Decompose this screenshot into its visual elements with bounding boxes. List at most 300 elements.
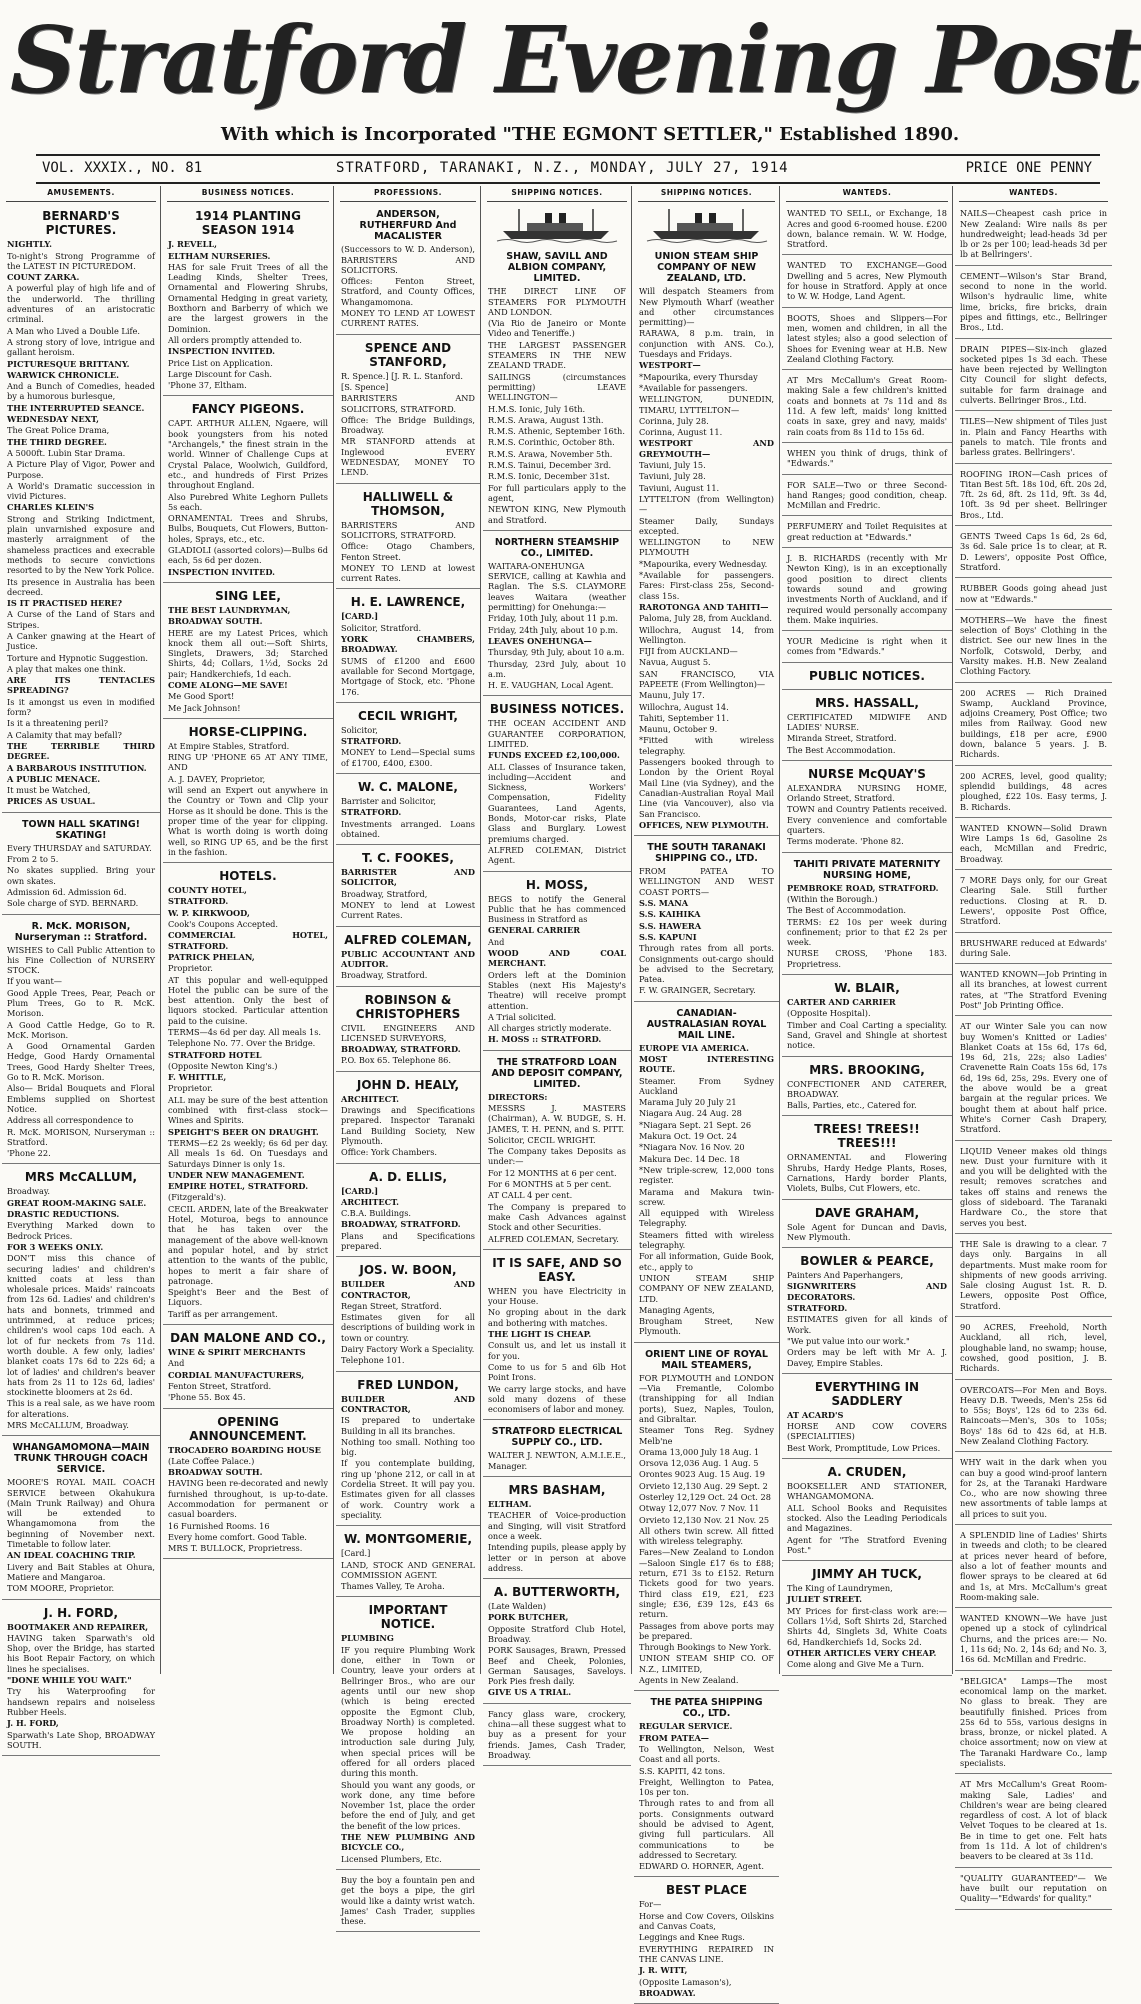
advertisement-line: Torture and Hypnotic Suggestion. — [7, 652, 149, 663]
advertisement-line: THE THIRD DEGREE. — [7, 436, 107, 447]
advertisement-line: ALFRED COLEMAN, District Agent. — [488, 844, 626, 866]
advertisement-line: Sparwath's Late Shop, BROADWAY SOUTH. — [7, 1729, 155, 1750]
advertisement — [336, 705, 480, 774]
advertisement-line: Navua, August 5. — [639, 657, 711, 668]
column-heading: WANTEDS. — [959, 186, 1108, 202]
advertisement-line: (Fitzgerald's). — [168, 1192, 227, 1203]
advertisement-line: MY Prices for first-class work are:— Collars 1½d, Soft Shirts 2d, Starched Shirts 4d, Singlets 3d, White Coats 6d, Handkerchiefs 1d, Socks 2d. — [787, 1605, 947, 1647]
advertisement-line: (Late Walden) — [488, 1601, 547, 1612]
advertisement-line: Also— Bridal Bouquets and Floral Emblems supplied on Shortest Notice. — [7, 1083, 155, 1114]
column-heading: AMUSEMENTS. — [6, 186, 156, 202]
advertisement-line: MESSRS J. MASTERS (Chairman), A. W. BUDGE, S. H. JAMES, T. H. PENN, and S. PITT. — [488, 1103, 626, 1134]
advertisement-line: FROM PATEA TO WELLINGTON AND WEST COAST PORTS— — [639, 866, 774, 897]
advertisement-title: PUBLIC NOTICES. — [809, 668, 925, 683]
advertisement-line: FUNDS EXCEED £2,100,000. — [488, 750, 620, 761]
advertisement-line: BARRISTERS AND SOLICITORS, STRATFORD. — [341, 519, 475, 540]
advertisement-line: Passages from above ports may be prepared. — [639, 1620, 774, 1641]
advertisement — [483, 247, 631, 531]
advertisement-line: CHARLES KLEIN'S — [7, 502, 95, 513]
advertisement — [955, 1776, 1112, 1867]
advertisement-line: For— — [639, 1899, 662, 1910]
advertisement — [634, 247, 779, 836]
advertisement-title: NORTHERN STEAMSHIP CO., LIMITED. — [494, 536, 620, 559]
advertisement-line: A Good Ornamental Garden Hedge, Good Hardy Ornamental Trees, Good Hardy Shelter Trees, Go to R. McK. Morison. — [7, 1041, 155, 1083]
advertisement-line: A 5000ft. Lubin Star Drama. — [7, 447, 126, 458]
advertisement-line: ROOFING IRON—Cash prices of Titan Best 5ft. 18s 10d, 6ft. 20s 2d, 7ft. 2s 6d, 8ft. 2s 11d, 9ft. 3s 4d, 10ft. 3s 9d per sheet. Bellringer Bros., Ltd. — [960, 468, 1107, 520]
advertisement-line: *Mapourika, every Thursday — [639, 371, 758, 382]
advertisement-line: CARTER AND CARRIER — [787, 997, 896, 1008]
advertisement-title: SING LEE, — [215, 588, 281, 603]
advertisement-line: R.M.S. Arawa, August 13th. — [488, 414, 604, 425]
advertisement — [483, 1479, 631, 1579]
advertisement-line: THE TERRIBLE THIRD DEGREE. — [7, 740, 155, 762]
advertisement-line: THE OCEAN ACCIDENT AND GUARANTEE CORPORATION, LIMITED. — [488, 718, 626, 749]
advertisement-line: WANTED TO EXCHANGE—Good Dwelling and 5 acres, New Plymouth for house in Stratford. Apply at once to W. W. Hodge, Land Agent. — [787, 260, 947, 302]
advertisement-line: HORSE AND COW COVERS (SPECIALITIES) — [787, 1421, 947, 1442]
advertisement-line: EUROPE VIA AMERICA. — [639, 1042, 749, 1053]
advertisement-line: BEGS to notify the General Public that he has commenced Business in Stratford as — [488, 893, 626, 925]
advertisement-line: THE LARGEST PASSENGER STEAMERS IN THE NEW ZEALAND TRADE. — [488, 339, 626, 371]
advertisement-line: It must be Watched, — [7, 785, 91, 796]
advertisement-line: Sole charge of SYD. BERNARD. — [7, 898, 139, 909]
advertisement-line: Agents in New Zealand. — [639, 1675, 739, 1686]
advertisement-line: Strong and Striking Indictment, plain unvarnished exposure and masterly arraignment of the shameless practices and execrable methods to secure convictions resorted to by the New York Police. — [7, 513, 155, 576]
advertisement-line: A powerful play of high life and of the underworld. The thrilling adventures of an aristocratic criminal. — [7, 283, 155, 325]
advertisement-line: Proprietor. — [168, 1083, 213, 1094]
advertisement-line: R.M.S. Ionic, December 31st. — [488, 471, 610, 482]
advertisement-line: PEMBROKE ROAD, STRATFORD. — [787, 882, 939, 893]
advertisement-line: Address all correspondence to — [7, 1115, 134, 1126]
newspaper-subtitle: With which is Incorporated "THE EGMONT SETTLER," Established 1890. — [220, 124, 960, 145]
advertisement-line: A BARBAROUS INSTITUTION. — [7, 762, 147, 773]
advertisement-title: H. MOSS, — [525, 877, 589, 892]
advertisement-line: HERE are my Latest Prices, which knock them all out:—Soft Shirts, Singlets, Drawers, 3d; Starched Shirts, 4d; Collars, 1½d, Socks 2d pair; Handkerchiefs, 1d each. — [168, 627, 328, 679]
advertisement-line: YOUR Medicine is right when it comes from "Edwards." — [787, 636, 947, 657]
advertisement-line: BARRISTERS AND SOLICITORS, STRATFORD. — [341, 393, 475, 414]
advertisement-line: R. Spence.] [J. R. L. Stanford. — [341, 370, 463, 381]
advertisement-title: TREES! TREES!! TREES!!! — [814, 1122, 920, 1151]
advertisement-line: This is a real sale, as we have room for alterations. — [7, 1398, 155, 1419]
advertisement — [2, 1166, 160, 1436]
column-heading: BUSINESS NOTICES. — [167, 186, 329, 202]
advertisement-line: BOOTS, Shoes and Slippers—For men, women and children, in all the latest styles; also a good selection of Shoes for Evening wear at H.B. New Zealand Clothing Factory. — [787, 312, 947, 364]
advertisement-line: Consult us, and let us install it for you. — [488, 1340, 626, 1361]
advertisement-line: All orders promptly attended to. — [168, 334, 302, 345]
advertisement-line: P.O. Box 65. Telephone 86. — [341, 1055, 451, 1066]
advertisement — [955, 1527, 1112, 1608]
advertisement-line: ORNAMENTAL and Flowering Shrubs, Hardy Hedge Plants, Roses, Carnations, Hardy border Plants, Violets, Bulbs, Cut Flowers, etc. — [787, 1152, 947, 1194]
advertisement-line: COUNT ZARKA. — [7, 272, 80, 283]
advertisement-title: TOWN HALL SKATING! SKATING! — [22, 818, 140, 841]
advertisement — [336, 1074, 480, 1164]
advertisement-line: BROADWAY, STRATFORD. — [341, 1219, 461, 1230]
advertisement — [955, 1018, 1112, 1140]
advertisement — [336, 1599, 480, 1870]
dateline-bar — [36, 154, 1100, 184]
advertisement-line: Taviuni, August 11. — [639, 482, 720, 493]
advertisement — [955, 1610, 1112, 1670]
advertisement-line: CEMENT—Wilson's Star Brand, second to none in the world. Wilson's hydraulic lime, white lime, bricks, fire bricks, drain pipes and fittings, etc., Bellringer Bros., Ltd. — [960, 270, 1107, 333]
advertisement-line: NEWTON KING, New Plymouth and Stratford. — [488, 504, 626, 525]
advertisement — [336, 847, 480, 926]
advertisement-title: W. MONTGOMERIE, — [343, 1532, 472, 1547]
advertisement-line: WOOD AND COAL MERCHANT. — [488, 948, 626, 969]
advertisement — [163, 721, 333, 863]
advertisement-line: Also Purebred White Leghorn Pullets 5s each. — [168, 491, 328, 512]
advertisement-line: The Best Accommodation. — [787, 744, 896, 755]
advertisement-line: MONEY to lend at Lowest Current Rates. — [341, 900, 475, 921]
advertisement — [782, 855, 952, 975]
advertisement-line: IF you require Plumbing Work done, either in Town or Country, leave your orders at Bellringer Bros., who are our agents until our new shop (which is being erected opposite the Egmont Club, Broadway North) is completed. We propose holding an introduction sale during July, when special prices will be offered for all orders placed during this month. — [341, 1644, 475, 1779]
advertisement — [336, 929, 480, 987]
advertisement-line: DIRECTORS: — [488, 1091, 548, 1102]
advertisement-line: Me Good Sport! — [168, 691, 235, 702]
advertisement — [955, 1454, 1112, 1525]
advertisement-line: Makura Oct. 19 Oct. 24 — [639, 1131, 737, 1142]
advertisement-line: BUILDER AND CONTRACTOR, — [341, 1393, 475, 1414]
advertisement-line: BRUSHWARE reduced at Edwards' during Sale. — [960, 937, 1107, 958]
advertisement-title: UNION STEAM SHIP COMPANY OF NEW ZEALAND, LTD. — [654, 251, 759, 285]
column-heading: PROFESSIONS. — [340, 186, 476, 202]
advertisement-line: YORK CHAMBERS, BROADWAY. — [341, 634, 475, 655]
advertisement-line: A Calamity that may befall? — [7, 729, 122, 740]
advertisement-line: Broadway, Stratford, — [341, 888, 428, 899]
advertisement-line: If you want— — [7, 976, 62, 987]
advertisement-line: [Card.] — [341, 1548, 371, 1559]
advertisement-line: Balls, Parties, etc., Catered for. — [787, 1100, 917, 1111]
advertisement — [782, 477, 952, 517]
column-1 — [2, 186, 161, 1750]
advertisement-line: H.M.S. Ionic, July 16th. — [488, 403, 586, 414]
advertisement-line: WELLINGTON to NEW PLYMOUTH — [639, 537, 774, 558]
advertisement-line: MRS McCALLUM, Broadway. — [7, 1419, 129, 1430]
advertisement-line: Leggings and Knee Rugs. — [639, 1932, 745, 1943]
advertisement-line: WINE & SPIRIT MERCHANTS — [168, 1347, 306, 1358]
advertisement-title: ALFRED COLEMAN, — [344, 932, 472, 947]
place-date: STRATFORD, TARANAKI, N.Z., MONDAY, JULY 27, 1914 — [336, 160, 789, 176]
advertisement-line: 'Phone 55. Box 45. — [168, 1392, 246, 1403]
advertisement-line: CAPT. ARTHUR ALLEN, Ngaere, will book youngsters from his noted "Archangels," the finest strain in the world. Winner of Challenge Cups at Crystal Palace, Woolwich, Guildford, etc., and hundreds of First Prizes throughout England. — [168, 418, 328, 491]
advertisement-line: GREAT ROOM-MAKING SALE. — [7, 1197, 147, 1208]
advertisement-line: Offices: Fenton Street, Stratford, and County Offices, Whangamomona. — [341, 276, 475, 307]
advertisement — [782, 1118, 952, 1199]
advertisement-line: Steamer Tons Reg. Sydney Melb'ne — [639, 1425, 774, 1446]
advertisement-line: THE BEST LAUNDRYMAN, — [168, 604, 291, 615]
advertisement-line: Friday, 24th July, about 10 p.m. — [488, 624, 619, 635]
advertisement-title: JOS. W. BOON, — [359, 1263, 457, 1278]
advertisement-line: WEDNESDAY NEXT, — [7, 414, 100, 425]
advertisement — [782, 692, 952, 761]
advertisement-line: F. W. GRAINGER, Secretary. — [639, 985, 756, 996]
advertisement-line: Taviuni, July 15. — [639, 460, 706, 471]
advertisement-line: Thames Valley, Te Aroha. — [341, 1581, 445, 1592]
advertisement-line: STRATFORD. — [341, 807, 402, 818]
advertisement-line: Try his Waterproofing for handsewn repairs and noiseless Rubber Heels. — [7, 1686, 155, 1717]
advertisement-line: S.S. KAPITI, 42 tons. — [639, 1765, 726, 1776]
advertisement-title: 1914 PLANTING SEASON 1914 — [195, 209, 301, 238]
advertisement — [483, 1581, 631, 1704]
advertisement-line: The Company takes Deposits as under:— — [488, 1146, 626, 1167]
advertisement-line: Freight, Wellington to Patea, 10s per ton. — [639, 1776, 774, 1798]
advertisement-line: Buy the boy a fountain pen and get the boys a pipe, the girl would like a dainty wrist watch. James' Cash Trader, supplies these. — [341, 1874, 475, 1927]
advertisement-line: Through Bookings to New York. — [639, 1642, 772, 1653]
advertisement-line: Regan Street, Stratford. — [341, 1300, 442, 1311]
advertisement-line: FIJI from AUCKLAND— — [639, 646, 738, 657]
advertisement-line: Sole Agent for Duncan and Davis, New Plymouth. — [787, 1221, 947, 1242]
advertisement-line: 16 Furnished Rooms. 16 — [168, 1520, 270, 1531]
advertisement — [163, 398, 333, 582]
advertisement — [163, 205, 333, 396]
advertisement-line: The Company is prepared to make Cash Advances against Stock and other Securities. — [488, 1201, 626, 1233]
advertisement-line: IS IT PRACTISED HERE? — [7, 598, 123, 609]
advertisement — [782, 977, 952, 1056]
advertisement-line: TEACHER of Voice-production and Singing, will visit Stratford once a week. — [488, 1510, 626, 1541]
advertisement-line: 200 ACRES, level, good quality; splendid buildings, 48 acres ploughed, £22 10s. Easy terms, J. B. Richards. — [960, 770, 1107, 812]
advertisement-line: BROADWAY. — [639, 1987, 696, 1998]
advertisement-line: All charges strictly moderate. — [488, 1023, 612, 1034]
advertisement — [955, 872, 1112, 932]
advertisement-line: Maunu, July 17. — [639, 690, 705, 701]
advertisement-line: CORDIAL MANUFACTURERS, — [168, 1369, 305, 1380]
advertisement-line: OFFICES, NEW PLYMOUTH. — [639, 819, 769, 830]
advertisement-line: Proprietor. — [168, 963, 213, 974]
advertisement — [483, 874, 631, 1051]
advertisement — [163, 1411, 333, 1560]
advertisement-line: SPEIGHT'S BEER ON DRAUGHT. — [168, 1126, 319, 1137]
advertisement — [336, 1374, 480, 1527]
advertisement-line: Nothing too small. Nothing too big. — [341, 1436, 475, 1458]
advertisement-line: R.M.S. Corinthic, October 8th. — [488, 437, 615, 448]
advertisement — [955, 1870, 1112, 1910]
advertisement-line: Good Apple Trees, Pear, Peach or Plum Trees, Go to R. McK. Morison. — [7, 987, 155, 1019]
advertisement-line: A PUBLIC MENACE. — [7, 773, 101, 784]
advertisement-line: J. B. RICHARDS (recently with Mr Newton King), is in an exceptionally good position to direct clients towards sound and growing investments North of Auckland, and if required would personally accompany them. Make inquiries. — [787, 553, 947, 625]
advertisement-title: DAVE GRAHAM, — [814, 1205, 920, 1220]
column-3 — [336, 186, 481, 1927]
advertisement-line: MONEY to Lend—Special sums of £1700, £400, £300. — [341, 747, 475, 768]
advertisement-line: For all information, Guide Book, etc., apply to — [639, 1251, 774, 1272]
advertisement-line: *Mapourika, every Wednesday. — [639, 558, 768, 569]
advertisement-line: Office: Otago Chambers, Fenton Street. — [341, 541, 475, 562]
advertisement-line: R. McK. MORISON, Nurseryman :: Stratford. — [7, 1126, 155, 1147]
advertisement-line: A Curse of the Land of Stars and Stripes. — [7, 609, 155, 630]
advertisement-line: SAILINGS (circumstances permitting) LEAVE WELLINGTON— — [488, 371, 626, 403]
advertisement-title: ANDERSON, RUTHERFURD And MACALISTER — [359, 209, 457, 243]
advertisement-line: Paloma, July 28, from Auckland. — [639, 613, 773, 624]
column-heading: WANTEDS. — [786, 186, 948, 202]
advertisement-line: Every THURSDAY and SATURDAY. — [7, 842, 152, 853]
advertisement — [782, 372, 952, 443]
advertisement-line: RAROTONGA AND TAHITI— — [639, 601, 769, 612]
advertisement-line: Thursday, 23rd July, about 10 a.m. — [488, 658, 626, 679]
advertisement-title: IMPORTANT NOTICE. — [368, 1603, 448, 1632]
advertisement-line: (Opposite Lamason's), — [639, 1976, 732, 1987]
advertisement-line: A Good Cattle Hedge, Go to R. McK. Morison. — [7, 1019, 155, 1040]
advertisement-line: Best Work, Promptitude, Low Prices. — [787, 1442, 941, 1453]
advertisement-title: FRED LUNDON, — [357, 1377, 459, 1392]
advertisement-title: EVERYTHING IN SADDLERY — [814, 1379, 920, 1408]
advertisement-line: Cook's Coupons Accepted. — [168, 919, 279, 930]
column-heading: SHIPPING NOTICES. — [638, 186, 775, 202]
advertisement — [955, 580, 1112, 610]
advertisement-title: JIMMY AH TUCK, — [812, 1567, 922, 1582]
advertisement-line: ESTIMATES given for all kinds of Work. — [787, 1314, 947, 1335]
advertisement-line: 'Phone 37, Eltham. — [168, 380, 247, 391]
advertisement-line: HAVING taken Sparwath's old Shop, over the Bridge, has started his Boot Repair Factory, on which lines he specialises. — [7, 1632, 155, 1674]
advertisement — [2, 917, 160, 1165]
advertisement-line: COMMERCIAL HOTEL, STRATFORD. — [168, 930, 328, 951]
advertisement-line: All others twin screw. All fitted with wireless telegraphy. — [639, 1525, 774, 1547]
advertisement-line: H. E. VAUGHAN, Local Agent. — [488, 680, 614, 691]
advertisement-title: TAHITI PRIVATE MATERNITY NURSING HOME, — [793, 858, 941, 881]
advertisement — [336, 989, 480, 1072]
advertisement-line: MR STANFORD attends at Inglewood EVERY WEDNESDAY, MONEY TO LEND. — [341, 436, 475, 478]
advertisement-line: CIVIL ENGINEERS AND LICENSED SURVEYORS, — [341, 1022, 475, 1043]
advertisement-line: R.M.S. Athenic, September 16th. — [488, 426, 625, 437]
advertisement-line: THE DIRECT LINE OF STEAMERS FOR PLYMOUTH AND LONDON. — [488, 286, 626, 317]
advertisement-line: GENERAL CARRIER — [488, 925, 581, 936]
advertisement-line: DRAIN PIPES—Six-inch glazed socketed pipes 1s 3d each. These have been rejected by Wellington City Council for slight defects, suitable for farm drainage and culverts. Bellringer Bros., Ltd. — [960, 343, 1107, 406]
advertisement-line: To Wellington, Nelson, West Coast and all ports. — [639, 1743, 774, 1765]
advertisement-line: Livery and Bait Stables at Ohura, Matiere and Mangaroa. — [7, 1561, 155, 1582]
advertisement-line: OVERCOATS—For Men and Boys. Heavy D.B. Tweeds, Men's 25s 6d to 55s; Boys', 12s 6d to 23s 6d. Raincoats—Men's, 30s to 105s; Boys' 18s 6d to 42s 6d, at H.B. New Zealand Clothing Factory. — [960, 1384, 1107, 1446]
advertisement-line: TOWN and Country Patients received. Every convenience and comfortable quarters. — [787, 804, 947, 836]
advertisement-line: Plans and Specifications prepared. — [341, 1230, 475, 1251]
advertisement-title: JOHN D. HEALY, — [356, 1077, 460, 1092]
advertisement — [483, 1252, 631, 1421]
advertisement-title: BOWLER & PEARCE, — [800, 1254, 934, 1269]
advertisement-line: TILES—New shipment of Tiles just in. Plain and Fancy Hearths with panels to match. Tile fronts and barless grates. Bellringers'. — [960, 416, 1107, 458]
advertisement-line: ARCHITECT. — [341, 1093, 399, 1104]
advertisement-line: Telephone No. 77. Over the Bridge. — [168, 1038, 316, 1049]
column-4 — [483, 186, 632, 1760]
advertisement-line: AN IDEAL COACHING TRIP. — [7, 1550, 136, 1561]
advertisement-line: And — [488, 936, 505, 947]
advertisement-line: Investments arranged. Loans obtained. — [341, 818, 475, 839]
advertisement — [336, 1872, 480, 1932]
advertisement-title: OPENING ANNOUNCEMENT. — [189, 1414, 307, 1443]
advertisement — [483, 698, 631, 871]
advertisement-line: Orontes 9023 Aug. 15 Aug. 19 — [639, 1469, 765, 1480]
advertisement-line: Marama July 20 July 21 — [639, 1097, 737, 1108]
advertisement — [336, 776, 480, 845]
advertisement-line: TROCADERO BOARDING HOUSE — [168, 1444, 321, 1455]
advertisement-line: GIVE US A TRIAL. — [488, 1687, 572, 1698]
advertisement-line: Brougham Street, New Plymouth. — [639, 1316, 774, 1337]
advertisement-line: If you contemplate building, ring up 'phone 212, or call in at Cordelia Street. It will pay you. Estimates given for all classes of work. Country work a speciality. — [341, 1458, 475, 1520]
advertisement-title: W. C. MALONE, — [358, 779, 458, 794]
advertisement-line: For 6 MONTHS at 5 per cent. — [488, 1179, 612, 1190]
advertisement-line: PORK Sausages, Brawn, Pressed Beef and Cheek, Polonies, German Sausages, Saveloys. Pork Pies fresh daily. — [488, 1645, 626, 1687]
advertisement-line: BROADWAY, STRATFORD. — [341, 1044, 461, 1055]
advertisement-line: AT Mrs McCallum's Great Room-making Sale, Ladies' and Children's wear are being cleared regardless of cost. A lot of black Velvet Toques to be cleared at 1s. Be in time to get one. Felt hats from 1s 11d. A lot of children's beavers to be cleared at 3s 11d. — [960, 1779, 1107, 1862]
advertisement-line: Is it amongst us even in modified form? — [7, 696, 155, 718]
advertisement — [163, 1327, 333, 1408]
advertisement-line: Corinna, August 11. — [639, 427, 723, 438]
advertisement-line: The Best of Accommodation. — [787, 905, 907, 916]
advertisement-line: DON'T miss this chance of securing ladies' and children's knitted coats at less than wholesale prices. Maids' raincoats from 12s 6d. Ladies' and children's hats and bonnets, trimmed and untrimmed, at reduce prices; children's wool caps 10d each. A lot of fur neckets from 7s 11d. worth double. A few only, ladies' blanket coats 17s 6d to 22s 6d; a lot of ladies' and children's beaver hats from 2s 11 to 12s 6d, ladies' stockinette bloomers at 2s 6d. — [7, 1253, 155, 1398]
advertisement-line: WAITARA-ONEHUNGA SERVICE, calling at Kawhia and Raglan. The S.S. CLAYMORE leaves Waitara (weather permitting) for Onehunga:— — [488, 560, 626, 613]
advertisement — [634, 1879, 779, 2004]
advertisement-line: WHY wait in the dark when you can buy a good wind-proof lantern for 2s, at the Taranaki Hardware Co., who are now showing three new assortments of table lamps at all prices to suit you. — [960, 1457, 1107, 1519]
advertisement-line: HAVING been re-decorated and newly furnished throughout, is up-to-date. Accommodation for permanent or casual boarders. — [168, 1478, 328, 1520]
advertisement-line: WESTPORT AND GREYMOUTH— — [639, 438, 774, 459]
advertisement-line: A play that makes one think. — [7, 663, 126, 674]
advertisement-line: IS prepared to undertake Building in all its branches. — [341, 1415, 475, 1436]
advertisement-line: A strong story of love, intrigue and gallant heroism. — [7, 336, 155, 358]
advertisement-line: CECIL ARDEN, late of the Breakwater Hotel, Moturoa, begs to announce that he has taken over the management of the above well-known and popular hotel, and by strict attention to the wants of the public, hopes to merit a fair share of patronage. — [168, 1203, 328, 1286]
advertisement-line: THE LIGHT IS CHEAP. — [488, 1329, 592, 1340]
advertisement-line: Come along and Give Me a Turn. — [787, 1659, 925, 1670]
advertisement-line: Large Discount for Cash. — [168, 368, 272, 379]
advertisement-line: To-night's Strong Programme of the LATEST IN PICTUREDOM. — [7, 250, 155, 271]
advertisement-line: will send an Expert out anywhere in the Country or Town and Clip your Horse as it should be done. This is the proper time of the year for clipping. What is worth doing is worth doing well, so RING UP 65, and be the first in the fashion. — [168, 785, 328, 857]
advertisement-line: Dairy Factory Work a Speciality. — [341, 1344, 475, 1355]
advertisement-line: UNDER NEW MANAGEMENT. — [168, 1169, 305, 1180]
advertisement-line: UNION STEAM SHIP COMPANY OF NEW ZEALAND, LTD. — [639, 1272, 774, 1304]
advertisement-line: FOR 3 WEEKS ONLY. — [7, 1241, 104, 1252]
advertisement-line: S.S. KAIHIKA — [639, 909, 701, 920]
advertisement-line: EMPIRE HOTEL, STRATFORD. — [168, 1181, 309, 1192]
column-5 — [634, 186, 780, 1998]
advertisement-line: S.S. HAWERA — [639, 920, 702, 931]
advertisement-line: The Great Police Drama, — [7, 425, 110, 436]
advertisement — [782, 1461, 952, 1561]
advertisement-line: Orvieto 12,130 Nov. 21 Nov. 25 — [639, 1514, 770, 1525]
advertisement-line: TERMS: £2 10s per week during confinement; prior to that £2 2s per week. — [787, 916, 947, 948]
advertisement-line: Through rates to and from all ports. Consignments outward should be advised to Agent, giving full particulars. All communications to be addressed to Secretary. — [639, 1798, 774, 1860]
advertisement — [782, 1250, 952, 1374]
advertisement-line: Estimates given for all descriptions of building work in town or country. — [341, 1312, 475, 1343]
advertisement-line: BOOKSELLER AND STATIONER, WHANGAMOMONA. — [787, 1481, 947, 1502]
advertisement — [782, 310, 952, 370]
advertisement-line: And — [168, 1358, 185, 1369]
column-heading: SHIPPING NOTICES. — [487, 186, 627, 202]
advertisement-line: BOOTMAKER AND REPAIRER, — [7, 1621, 149, 1632]
advertisement-line: Makura Dec. 14 Dec. 18 — [639, 1153, 740, 1164]
advertisement-line: No skates supplied. Bring your own skates. — [7, 865, 155, 886]
advertisement-line: BARRISTER AND SOLICITOR, — [341, 867, 475, 888]
advertisement — [955, 1319, 1112, 1379]
advertisement-line: WALTER J. NEWTON, A.M.I.E.E., Manager. — [488, 1450, 626, 1471]
advertisement — [782, 763, 952, 853]
advertisement — [955, 768, 1112, 818]
advertisement-line: LYTTELTON (from Wellington)— — [639, 493, 774, 515]
advertisement-title: J. H. FORD, — [43, 1605, 119, 1620]
advertisement-line: Steamers fitted with wireless telegraphy. — [639, 1229, 774, 1251]
advertisement — [782, 550, 952, 631]
advertisement-title: MRS BASHAM, — [508, 1483, 606, 1498]
advertisement-line: No groping about in the dark and bothering with matches. — [488, 1307, 626, 1328]
advertisement-line: PICTURESQUE BRITTANY. — [7, 358, 130, 369]
advertisement — [483, 533, 631, 697]
advertisement-line: From 2 to 5. — [7, 854, 59, 865]
advertisement-line: R.M.S. Tainui, December 3rd. — [488, 460, 612, 471]
advertisement-line: 'Phone 22. — [7, 1148, 51, 1159]
price-label: PRICE ONE PENNY — [965, 160, 1092, 176]
advertisement-line: And a Bunch of Comedies, headed by a humorous burlesque, — [7, 381, 155, 402]
advertisement-title: CANADIAN-AUSTRALASIAN ROYAL MAIL LINE. — [646, 1007, 767, 1041]
advertisement-line: *Available for passengers. Fares: First-class 25s, Second-class 15s. — [639, 570, 774, 601]
advertisement-line: Terms moderate. 'Phone 82. — [787, 836, 904, 847]
advertisement-line: (Within the Borough.) — [787, 893, 878, 904]
advertisement-line: Through rates from all ports. Consignments out-cargo should be advised to the Secretary, Patea. — [639, 943, 774, 985]
advertisement-title: T. C. FOOKES, — [362, 851, 454, 866]
advertisement-line: ORNAMENTAL Trees and Shrubs, Bulbs, Bouquets, Cut Flowers, Button-holes, Sprays, etc., etc. — [168, 513, 328, 544]
advertisement-line: H. MOSS :: STRATFORD. — [488, 1034, 602, 1045]
advertisement-line: Passengers booked through to London by the Orient Royal Mail Line (via Sydney), and the Canadian-Australian Royal Mail Line (via Vancouver), also via San Francisco. — [639, 757, 774, 819]
columns-area — [2, 186, 1112, 1998]
